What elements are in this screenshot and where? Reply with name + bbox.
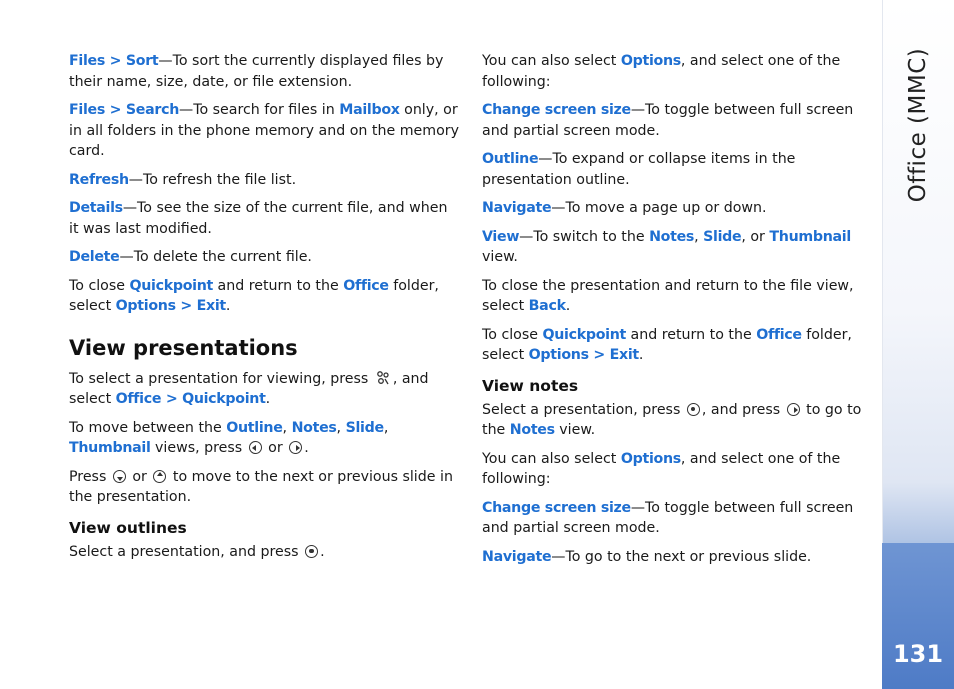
close-pres-text: To close the presentation and return to the file view, select xyxy=(482,277,854,314)
change-screen-item xyxy=(482,100,874,141)
sort-item xyxy=(69,51,461,92)
kw-navigate: Navigate xyxy=(482,200,552,216)
joystick-right-icon xyxy=(787,403,800,416)
kw-sep: > xyxy=(588,347,610,363)
change-screen-item-2 xyxy=(482,498,874,539)
close-instruction xyxy=(69,276,461,317)
kw-sep: > xyxy=(105,53,126,69)
search-text: —To search for files in xyxy=(179,102,340,118)
kw-search: Search xyxy=(125,102,179,118)
search-item xyxy=(69,100,461,162)
or-text: or xyxy=(127,468,152,485)
chapter-title: Office (MMC) xyxy=(905,47,931,203)
close-text-4: . xyxy=(638,347,644,363)
kw-quickpoint: Quickpoint xyxy=(542,326,627,343)
kw-options: Options xyxy=(115,298,176,314)
menu-key-icon xyxy=(375,370,391,386)
select-pres-text-2: , and select xyxy=(69,370,429,407)
also-text-2: , and select one of the following: xyxy=(482,53,841,90)
select-pres-text-3: . xyxy=(265,391,271,407)
navigate-text: —To go to the next or previous slide. xyxy=(551,548,812,565)
joystick-right-icon xyxy=(289,441,302,454)
kw-notes: Notes xyxy=(649,228,695,245)
kw-back: Back xyxy=(528,298,566,314)
kw-mailbox: Mailbox xyxy=(339,102,400,118)
close-presentation xyxy=(482,276,874,317)
kw-refresh: Refresh xyxy=(69,171,129,188)
kw-thumbnail: Thumbnail xyxy=(69,440,151,456)
or-text: or xyxy=(263,440,288,456)
outline-item xyxy=(482,149,874,190)
section-heading: View presentations xyxy=(69,335,298,360)
kw-office: Office xyxy=(115,391,162,407)
close-instruction xyxy=(482,325,874,366)
delete-item xyxy=(69,247,461,268)
move-text-2: views, press xyxy=(150,440,247,456)
kw-sep: > xyxy=(161,391,183,407)
outline-text-2: . xyxy=(320,543,325,560)
subheading-outlines: View outlines xyxy=(69,518,187,537)
kw-office: Office xyxy=(756,326,802,343)
kw-navigate: Navigate xyxy=(482,548,552,565)
kw-sep: > xyxy=(175,298,197,314)
subheading-notes: View notes xyxy=(482,376,579,395)
close-text-4: . xyxy=(225,298,231,314)
kw-office: Office xyxy=(343,277,389,294)
kw-sort: Sort xyxy=(125,53,159,69)
joystick-press-icon xyxy=(305,545,318,558)
close-text: To close xyxy=(69,277,130,294)
comma-or: , or xyxy=(741,228,770,245)
kw-outline: Outline xyxy=(226,419,283,436)
kw-change-screen-size: Change screen size xyxy=(482,102,631,118)
kw-exit: Exit xyxy=(196,298,226,314)
move-text-3: . xyxy=(304,440,309,456)
search-text-2: only, or in all folders in the phone memory and on the memory card. xyxy=(69,102,460,159)
comma: , xyxy=(694,228,704,245)
press-text: Press xyxy=(69,468,111,485)
navigate-text: —To move a page up or down. xyxy=(551,200,767,216)
select-notes xyxy=(482,400,874,441)
close-text-3: folder, select xyxy=(69,277,439,314)
sort-text: —To sort the currently displayed files by their name, size, date, or file extension. xyxy=(69,53,444,90)
move-between-views xyxy=(69,418,461,459)
outline-text: Select a presentation, and press xyxy=(69,543,304,560)
details-text: —To see the size of the current file, and when it was last modified. xyxy=(69,200,448,237)
kw-delete: Delete xyxy=(69,249,120,265)
joystick-press-icon xyxy=(687,403,700,416)
joystick-left-icon xyxy=(249,441,262,454)
kw-files: Files xyxy=(69,102,105,118)
kw-slide: Slide xyxy=(345,419,384,436)
move-text: To move between the xyxy=(69,419,227,436)
close-text-2: and return to the xyxy=(626,326,757,343)
details-item xyxy=(69,198,461,239)
comma: , xyxy=(336,419,346,436)
close-text: To close xyxy=(482,326,543,343)
close-pres-text-2: . xyxy=(565,298,571,314)
change-screen-text: —To toggle between full screen and partial screen mode. xyxy=(482,102,854,139)
outline-text: —To expand or collapse items in the presentation outline. xyxy=(482,151,796,188)
page-number: 131 xyxy=(892,640,944,668)
right-column xyxy=(482,51,874,575)
view-item xyxy=(482,227,874,268)
press-text-2: to move to the next or previous slide in the presentation. xyxy=(69,468,453,505)
press-next-previous xyxy=(69,467,461,508)
also-text: You can also select xyxy=(482,53,621,69)
refresh-text: —To refresh the file list. xyxy=(128,171,297,188)
comma: , xyxy=(282,419,292,436)
close-text-2: and return to the xyxy=(213,277,344,294)
delete-text: —To delete the current file. xyxy=(119,249,312,265)
navigate-item xyxy=(482,198,874,219)
also-text-2: , and select one of the following: xyxy=(482,450,841,487)
close-text-3: folder, select xyxy=(482,326,852,363)
select-presentation xyxy=(69,369,461,410)
kw-options: Options xyxy=(620,53,681,69)
joystick-down-icon xyxy=(113,470,126,483)
joystick-up-icon xyxy=(153,470,166,483)
kw-quickpoint: Quickpoint xyxy=(182,391,266,407)
kw-details: Details xyxy=(69,200,123,216)
select-pres-text: To select a presentation for viewing, press xyxy=(69,370,373,387)
left-column xyxy=(69,51,461,570)
kw-slide: Slide xyxy=(703,228,742,245)
notes-text-3: to go to the xyxy=(482,401,862,438)
comma: , xyxy=(383,419,389,436)
kw-options: Options xyxy=(620,450,681,467)
kw-view: View xyxy=(482,228,520,245)
navigate-item-2 xyxy=(482,547,874,568)
kw-quickpoint: Quickpoint xyxy=(129,277,214,294)
notes-text: Select a presentation, press xyxy=(482,401,685,418)
change-screen-text: —To toggle between full screen and partial screen mode. xyxy=(482,499,854,536)
kw-options: Options xyxy=(528,347,589,363)
view-text: —To switch to the xyxy=(519,228,650,245)
kw-notes: Notes xyxy=(291,419,337,436)
kw-notes: Notes xyxy=(509,422,555,438)
kw-files: Files xyxy=(69,53,105,69)
notes-text-4: view. xyxy=(554,422,596,438)
kw-thumbnail: Thumbnail xyxy=(769,228,851,245)
kw-sep: > xyxy=(105,102,126,118)
kw-change-screen-size: Change screen size xyxy=(482,499,631,516)
also-text: You can also select xyxy=(482,450,621,467)
view-text-2: view. xyxy=(482,249,518,265)
kw-outline: Outline xyxy=(482,151,539,167)
also-select xyxy=(482,51,874,92)
refresh-item xyxy=(69,170,461,191)
also-select-2 xyxy=(482,449,874,490)
kw-exit: Exit xyxy=(609,347,639,363)
notes-text-2: , and press xyxy=(701,401,785,418)
select-outline xyxy=(69,542,461,563)
